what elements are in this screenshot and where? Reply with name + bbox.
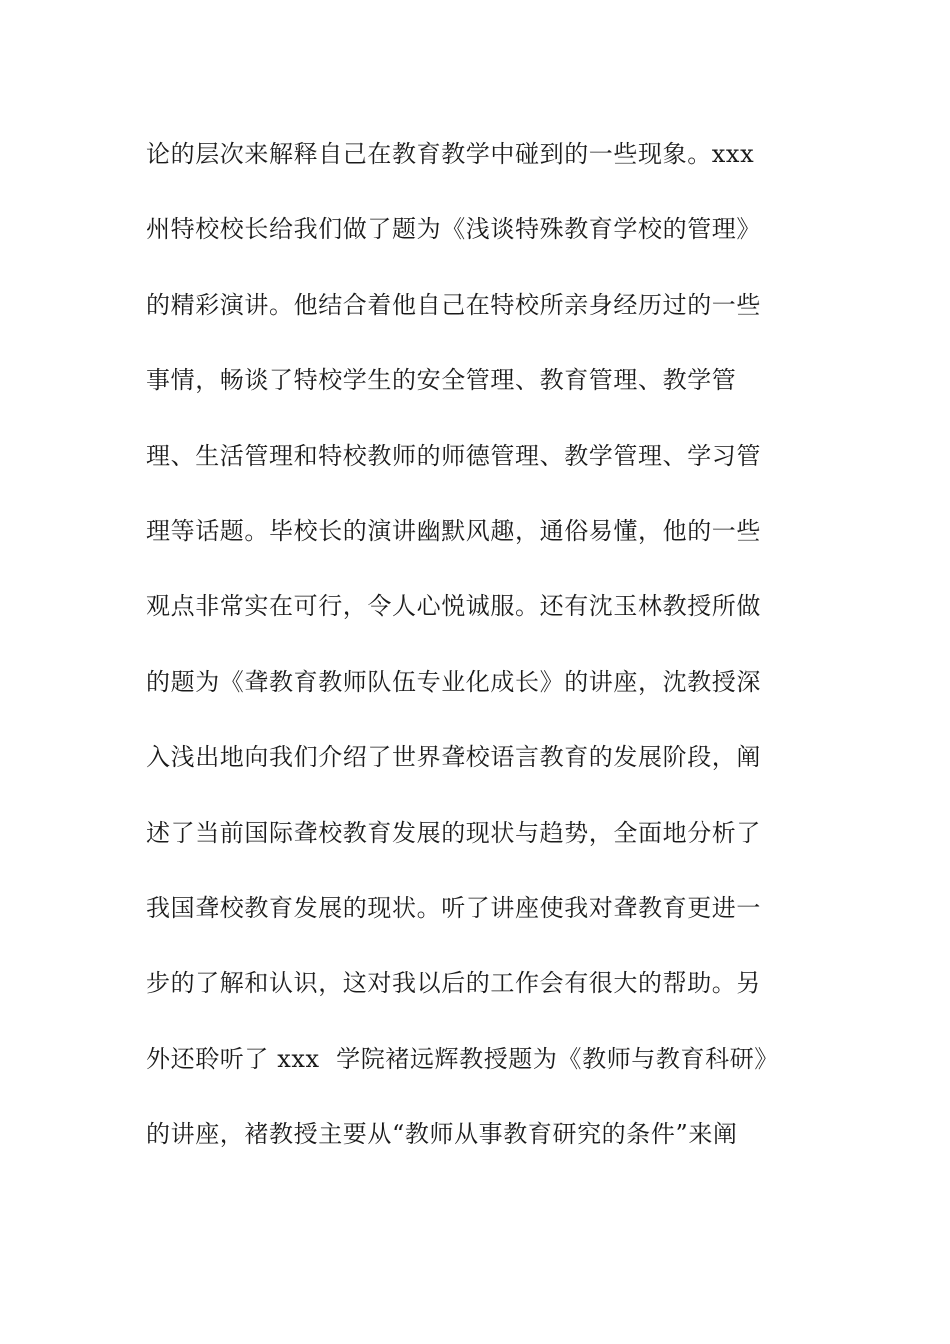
text-line: 的题为《聋教育教师队伍专业化成长》的讲座，沈教授深 — [146, 667, 761, 696]
text-line: 入浅出地向我们介绍了世界聋校语言教育的发展阶段，阐 — [146, 743, 761, 772]
text-line: 论的层次来解释自己在教育教学中碰到的一些现象。xxx — [146, 140, 755, 168]
text-line: 事情，畅谈了特校学生的安全管理、教育管理、教学管 — [146, 366, 737, 395]
text-line: 观点非常实在可行，令人心悦诚服。还有沈玉林教授所做 — [146, 592, 761, 621]
text-line: 的精彩演讲。他结合着他自己在特校所亲身经历过的一些 — [146, 290, 761, 319]
text-line: 述了当前国际聋校教育发展的现状与趋势，全面地分析了 — [146, 818, 761, 847]
text-line: 外还聆听了 xxx 学院褚远辉教授题为《教师与教育科研》 — [146, 1044, 779, 1073]
text-line: 理、生活管理和特校教师的师德管理、教学管理、学习管 — [146, 441, 761, 470]
text-line: 步的了解和认识，这对我以后的工作会有很大的帮助。另 — [146, 969, 761, 998]
text-line: 的讲座，褚教授主要从“教师从事教育研究的条件”来阐 — [146, 1120, 738, 1149]
body-paragraph — [146, 134, 796, 1189]
text-line: 理等话题。毕校长的演讲幽默风趣，通俗易懂，他的一些 — [146, 516, 761, 545]
text-line: 州特校校长给我们做了题为《浅谈特殊教育学校的管理》 — [146, 215, 761, 244]
text-line: 我国聋校教育发展的现状。听了讲座使我对聋教育更进一 — [146, 893, 761, 922]
